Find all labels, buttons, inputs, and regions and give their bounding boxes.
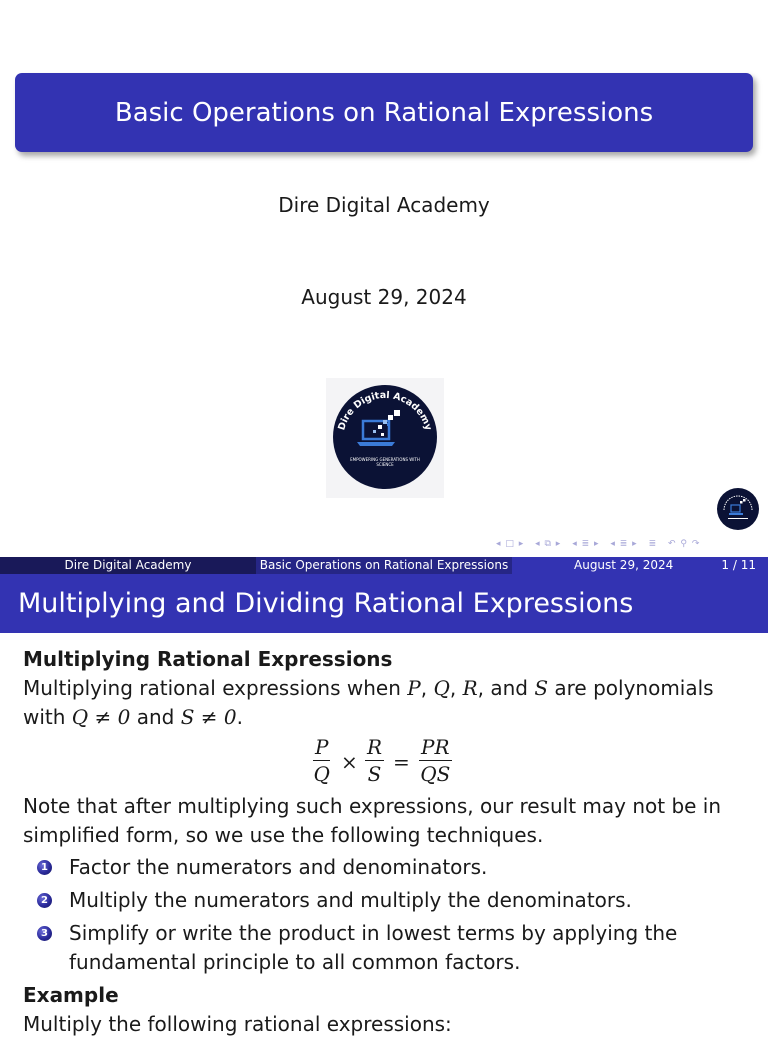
presentation-author: Dire Digital Academy xyxy=(278,193,490,217)
var-p: P xyxy=(407,676,421,700)
step-text: Factor the numerators and denominators. xyxy=(69,855,488,879)
denominator: S xyxy=(367,762,382,786)
footer-short-title: Basic Operations on Rational Expressions xyxy=(256,557,512,574)
slide-footer xyxy=(0,557,768,574)
denominator: QS xyxy=(420,762,451,786)
numerator: R xyxy=(367,735,383,759)
footer-page-number: 1 / 11 xyxy=(721,558,756,572)
footer-institute: Dire Digital Academy xyxy=(0,557,256,574)
slide-content xyxy=(23,645,743,1039)
list-item xyxy=(23,886,743,915)
equals-sign: = xyxy=(393,750,410,774)
nav-subsection-icon[interactable]: ◂ ⧉ ▸ xyxy=(535,539,562,549)
steps-list xyxy=(23,853,743,977)
denominator: Q xyxy=(313,762,330,786)
var-s: S xyxy=(534,676,549,700)
enumerate-ball-icon: 2 xyxy=(37,893,52,908)
condition-q: Q ≠ 0 xyxy=(71,705,131,729)
condition-s: S ≠ 0 xyxy=(180,705,237,729)
frame-title: Multiplying and Dividing Rational Expressions xyxy=(0,574,768,633)
logo-tagline-2: SCIENCE xyxy=(376,462,394,467)
logo-arc-text: Dire Digital Academy xyxy=(336,389,434,432)
var-r: R xyxy=(462,676,478,700)
times-sign: × xyxy=(341,750,358,774)
footer-date: August 29, 2024 xyxy=(574,558,674,572)
logo-tagline-1: EMPOWERING GENERATIONS WITH xyxy=(350,457,420,462)
note-paragraph: Note that after multiplying such expressions, our result may not be in simplified form, so we use the following techniques. xyxy=(23,794,722,847)
block-title: Multiplying Rational Expressions xyxy=(23,647,393,671)
list-item xyxy=(23,853,743,882)
multiplication-formula xyxy=(23,732,743,792)
academy-logo xyxy=(326,378,444,498)
nav-toc-icon[interactable]: ≣ xyxy=(648,539,658,549)
beamer-navigation[interactable] xyxy=(496,539,707,549)
presentation-title: Basic Operations on Rational Expressions xyxy=(15,73,753,152)
enumerate-ball-icon: 1 xyxy=(37,860,52,875)
nav-search-icon[interactable]: ↶ ⚲ ↷ xyxy=(668,539,701,549)
enumerate-ball-icon: 3 xyxy=(37,926,52,941)
example-text: Multiply the following rational expressions: xyxy=(23,1012,452,1036)
fraction-pr-over-qs xyxy=(419,734,452,787)
separator: , and xyxy=(477,676,535,700)
step-text: Multiply the numerators and multiply the denominators. xyxy=(69,888,632,912)
intro-paragraph xyxy=(23,674,743,732)
numerator: PR xyxy=(421,735,450,759)
nav-frame-icon[interactable]: ◂ □ ▸ xyxy=(496,539,525,549)
nav-document-icon[interactable]: ◂ ≣ ▸ xyxy=(610,539,638,549)
nav-section-icon[interactable]: ◂ ≣ ▸ xyxy=(572,539,600,549)
footer-date-page xyxy=(512,557,768,574)
step-text: Simplify or write the product in lowest terms by applying the fundamental principle to all common factors. xyxy=(69,921,678,974)
intro-text: Multiplying rational expressions when xyxy=(23,676,408,700)
intro-text: with xyxy=(23,705,72,729)
presentation-date: August 29, 2024 xyxy=(301,285,467,309)
separator: , xyxy=(420,676,434,700)
var-q: Q xyxy=(433,676,450,700)
numerator: P xyxy=(315,735,329,759)
fraction-r-over-s xyxy=(365,734,384,787)
intro-text: and xyxy=(130,705,181,729)
intro-text: are polynomials xyxy=(548,676,714,700)
academy-logo-small xyxy=(715,486,761,532)
list-item xyxy=(23,919,743,977)
fraction-p-over-q xyxy=(313,734,330,787)
separator: , xyxy=(449,676,463,700)
example-title: Example xyxy=(23,983,119,1007)
intro-text: . xyxy=(236,705,243,729)
